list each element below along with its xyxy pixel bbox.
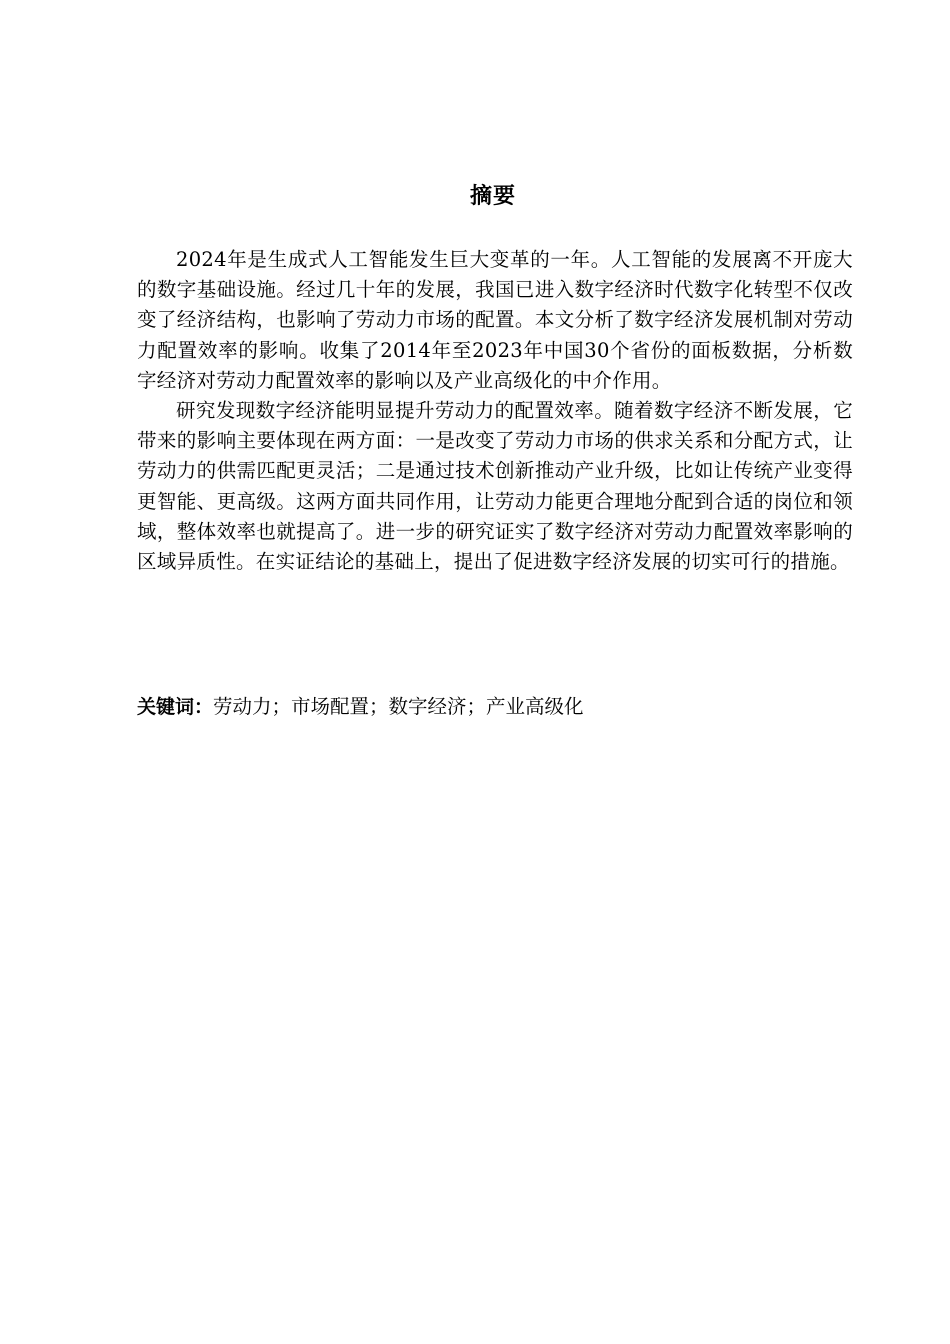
abstract-paragraph-2: 研究发现数字经济能明显提升劳动力的配置效率。随着数字经济不断发展，它带来的影响主要体现在两方面：一是改变了劳动力市场的供求关系和分配方式，让劳动力的供需匹配更灵活；二是通过技术创新推动产业升级，比如让传统产业变得更智能、更高级。这两方面共同作用，让劳动力能更合理地分配到合适的岗位和领域，整体效率也就提高了。进一步的研究证实了数字经济对劳动力配置效率影响的区域异质性。在实证结论的基础上，提出了促进数字经济发展的切实可行的措施。: [137, 399, 853, 574]
abstract-body: [137, 245, 853, 577]
keywords-text: 劳动力；市场配置；数字经济；产业高级化: [213, 695, 584, 718]
abstract-title: 摘要: [469, 184, 516, 209]
abstract-paragraph-1: 2024年是生成式人工智能发生巨大变革的一年。人工智能的发展离不开庞大的数字基础设施。经过几十年的发展，我国已进入数字经济时代数字化转型不仅改变了经济结构，也影响了劳动力市场的配置。本文分析了数字经济发展机制对劳动力配置效率的影响。收集了2014年至2023年中国30个省份的面板数据，分析数字经济对劳动力配置效率的影响以及产业高级化的中介作用。: [137, 248, 853, 392]
keywords-line: [137, 692, 853, 722]
keywords-label: 关键词：: [137, 696, 214, 718]
